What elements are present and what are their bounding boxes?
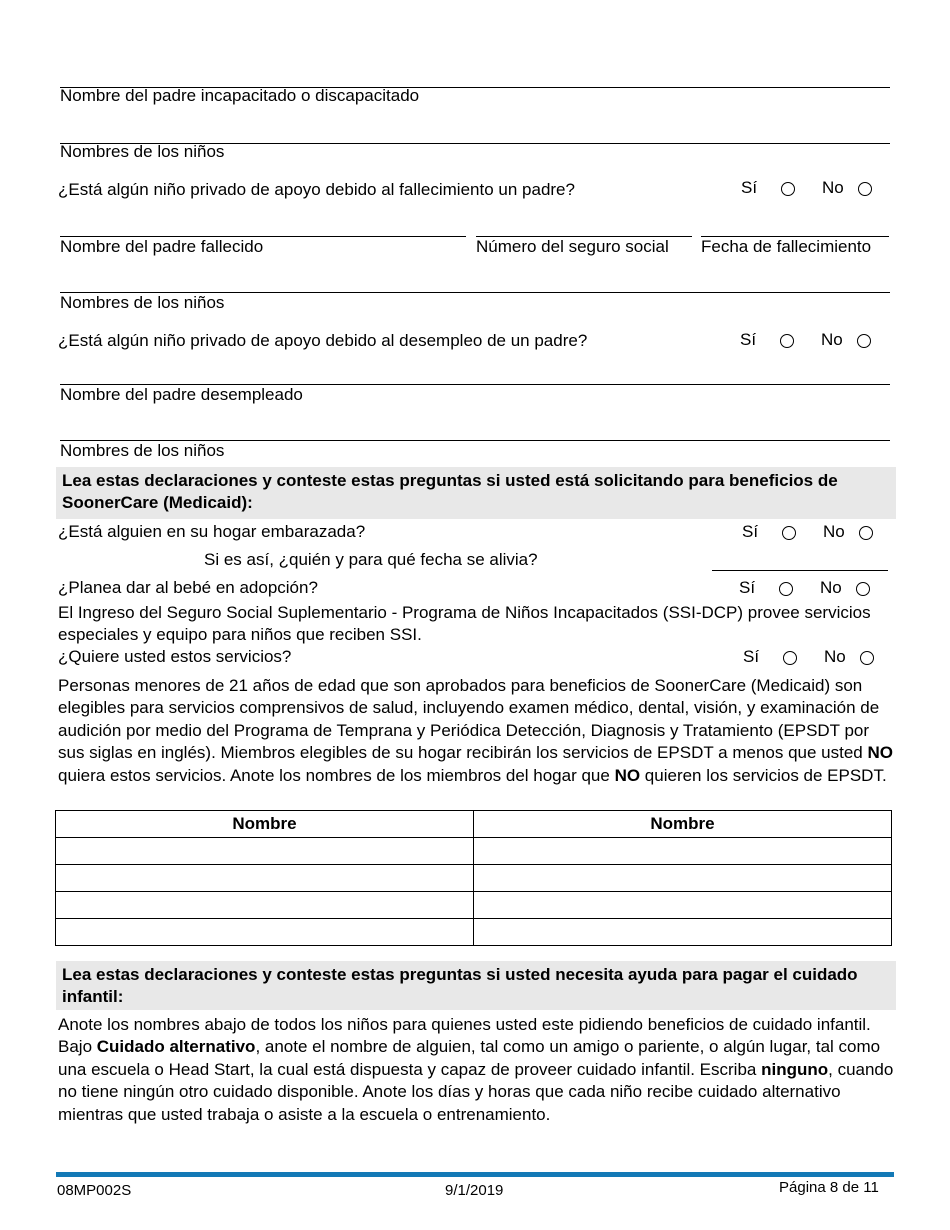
childcare-bold-alternative-care: Cuidado alternativo	[96, 1037, 256, 1057]
deceased-no-radio[interactable]	[858, 182, 872, 196]
epsdt-description	[58, 675, 898, 787]
epsdt-bold-no-2: NO	[614, 765, 641, 785]
epsdt-text-2: quiera estos servicios. Anote los nombres de los miembros del hogar que	[58, 765, 615, 785]
children-names-label: Nombres de los niños	[60, 142, 225, 161]
pregnant-followup-field[interactable]	[712, 570, 888, 571]
form-code: 08MP002S	[57, 1182, 132, 1199]
yes-label: Sí	[739, 578, 756, 597]
pregnant-no-radio[interactable]	[859, 526, 873, 540]
death-date-label: Fecha de fallecimiento	[701, 237, 872, 256]
childcare-bold-none: ninguno	[761, 1059, 829, 1079]
yes-label: Sí	[742, 522, 759, 541]
services-no-radio[interactable]	[860, 651, 874, 665]
question-deceased-parent: ¿Está algún niño privado de apoyo debido al fallecimiento un padre?	[58, 180, 575, 199]
childcare-description	[58, 1014, 898, 1126]
table-row	[56, 919, 892, 946]
unemployed-no-radio[interactable]	[857, 334, 871, 348]
table-header-row	[56, 811, 892, 838]
no-label: No	[820, 578, 842, 597]
table-row	[56, 865, 892, 892]
childcare-section-header: Lea estas declaraciones y conteste estas preguntas si usted necesita ayuda para pagar el cuidado infantil:	[56, 961, 896, 1010]
name-cell[interactable]	[474, 919, 892, 946]
yes-label: Sí	[740, 330, 757, 349]
adoption-yes-radio[interactable]	[779, 582, 793, 596]
question-services: ¿Quiere usted estos servicios?	[58, 647, 292, 666]
ssn-label: Número del seguro social	[476, 237, 669, 256]
epsdt-text-1: Personas menores de 21 años de edad que son aprobados para beneficios de SoonerCare (Medicaid) son elegibles para servicios comprensivos de salud, incluyendo examen médico, dental, visión, y examinación de audición por medio del Programa de Temprana y Periódica Detección, Diagnosis y Tratamiento (EPSDT por sus siglas en inglés). Miembros elegibles de su hogar recibirán los servicios de EPSDT a menos que usted	[58, 676, 880, 763]
children-names-label-2: Nombres de los niños	[60, 293, 225, 312]
epsdt-text-3: quieren los servicios de EPSDT.	[640, 765, 887, 785]
name-cell[interactable]	[56, 865, 474, 892]
name-cell[interactable]	[56, 838, 474, 865]
epsdt-opt-out-names-table	[55, 810, 892, 946]
question-unemployed-parent: ¿Está algún niño privado de apoyo debido al desempleo de un padre?	[58, 331, 588, 350]
unemployed-yes-radio[interactable]	[780, 334, 794, 348]
no-label: No	[824, 647, 846, 666]
unemployed-parent-name-label: Nombre del padre desempleado	[60, 385, 303, 404]
children-names-label-3: Nombres de los niños	[60, 441, 225, 460]
no-label: No	[821, 330, 843, 349]
ssi-dcp-description: El Ingreso del Seguro Social Suplementario - Programa de Niños Incapacitados (SSI-DCP) provee servicios especiales y equipo para niños que reciben SSI.	[58, 603, 871, 645]
incapacitated-parent-label: Nombre del padre incapacitado o discapacitado	[60, 86, 420, 105]
column-header-name: Nombre	[56, 811, 474, 838]
yes-label: Sí	[741, 178, 758, 197]
yes-label: Sí	[743, 647, 760, 666]
childcare-text-1: Anote los nombres abajo de todos los niños para quienes usted este pidiendo beneficios de cuidado infantil. Bajo	[58, 1015, 871, 1057]
soonercare-section-header: Lea estas declaraciones y conteste estas preguntas si usted está solicitando para beneficios de SoonerCare (Medicaid):	[56, 467, 896, 519]
column-header-name: Nombre	[474, 811, 892, 838]
name-cell[interactable]	[56, 919, 474, 946]
pregnant-yes-radio[interactable]	[782, 526, 796, 540]
no-label: No	[823, 522, 845, 541]
adoption-no-radio[interactable]	[856, 582, 870, 596]
pregnant-followup-label: Si es así, ¿quién y para qué fecha se alivia?	[204, 550, 538, 569]
page-number: Página 8 de 11	[779, 1179, 879, 1196]
services-yes-radio[interactable]	[783, 651, 797, 665]
footer-divider	[56, 1172, 894, 1177]
no-label: No	[822, 178, 844, 197]
table-row	[56, 838, 892, 865]
form-date: 9/1/2019	[445, 1182, 504, 1199]
table-row	[56, 892, 892, 919]
name-cell[interactable]	[56, 892, 474, 919]
name-cell[interactable]	[474, 865, 892, 892]
deceased-yes-radio[interactable]	[781, 182, 795, 196]
childcare-text-2: , anote el nombre de alguien, tal como un amigo o pariente, o algún lugar, tal como una escuela o Head Start, la cual está dispuesta y capaz de proveer cuidado infantil. Escriba	[58, 1037, 881, 1079]
name-cell[interactable]	[474, 892, 892, 919]
deceased-parent-name-label: Nombre del padre fallecido	[60, 237, 264, 256]
question-adoption: ¿Planea dar al bebé en adopción?	[58, 578, 318, 597]
epsdt-bold-no-1: NO	[867, 743, 893, 763]
name-cell[interactable]	[474, 838, 892, 865]
childcare-text-3: , cuando no tiene ningún otro cuidado disponible. Anote los días y horas que cada niño recibe cuidado alternativo mientras que usted trabaja o asiste a la escuela o entrenamiento.	[58, 1059, 894, 1124]
question-pregnant: ¿Está alguien en su hogar embarazada?	[58, 522, 366, 541]
